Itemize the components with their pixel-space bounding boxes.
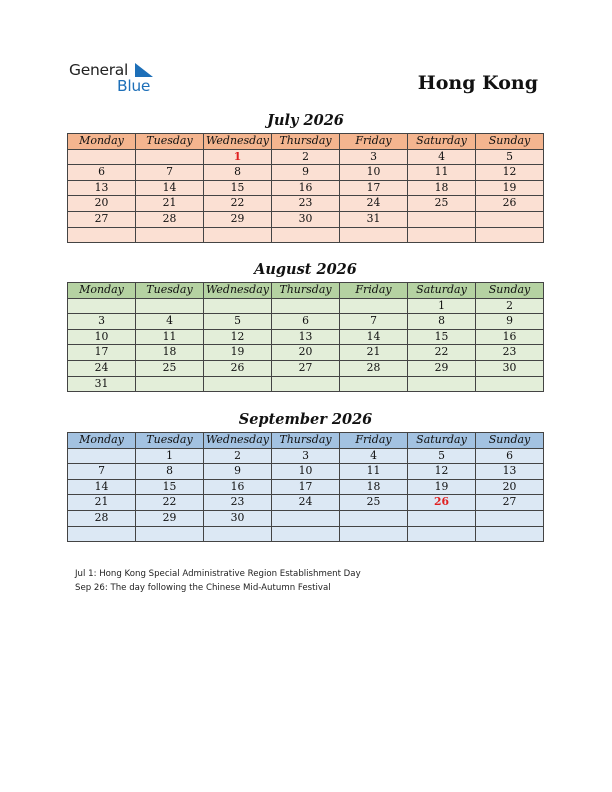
day-cell: 9 [272, 165, 340, 181]
day-cell: 29 [204, 211, 272, 227]
weekday-header: Thursday [272, 283, 340, 299]
month-title: July 2026 [267, 112, 344, 129]
country-title: Hong Kong [417, 72, 538, 94]
week-row [68, 526, 544, 542]
empty-cell [204, 298, 272, 314]
day-cell: 17 [272, 479, 340, 495]
weekday-header: Saturday [408, 283, 476, 299]
week-row [68, 314, 544, 330]
empty-cell [340, 376, 408, 392]
empty-cell [68, 227, 136, 243]
day-cell: 26 [476, 196, 544, 212]
day-cell: 8 [136, 464, 204, 480]
empty-cell [340, 298, 408, 314]
holiday-note: Sep 26: The day following the Chinese Mid-Autumn Festival [75, 583, 331, 593]
day-cell: 27 [476, 495, 544, 511]
day-cell: 15 [204, 180, 272, 196]
empty-cell [204, 227, 272, 243]
day-cell: 25 [340, 495, 408, 511]
day-cell: 3 [340, 149, 408, 165]
empty-cell [136, 298, 204, 314]
day-cell: 4 [340, 448, 408, 464]
weekday-header: Wednesday [204, 283, 272, 299]
logo-text-general: General [69, 61, 128, 79]
week-row [68, 376, 544, 392]
weekday-header-row [68, 283, 544, 299]
month-september [67, 411, 544, 542]
logo-text-blue: Blue [117, 77, 151, 95]
empty-cell [476, 227, 544, 243]
week-row [68, 211, 544, 227]
day-cell: 28 [68, 510, 136, 526]
weekday-header: Wednesday [204, 433, 272, 449]
empty-cell [340, 510, 408, 526]
day-cell: 20 [68, 196, 136, 212]
calendar-table [67, 432, 544, 542]
day-cell: 1 [204, 149, 272, 165]
day-cell: 5 [204, 314, 272, 330]
weekday-header: Thursday [272, 433, 340, 449]
day-cell: 30 [204, 510, 272, 526]
week-row [68, 329, 544, 345]
empty-cell [136, 376, 204, 392]
day-cell: 28 [136, 211, 204, 227]
day-cell: 10 [272, 464, 340, 480]
empty-cell [136, 227, 204, 243]
week-row [68, 464, 544, 480]
week-row [68, 227, 544, 243]
day-cell: 25 [136, 360, 204, 376]
month-title: September 2026 [238, 411, 373, 428]
day-cell: 10 [68, 329, 136, 345]
week-row [68, 360, 544, 376]
day-cell: 14 [68, 479, 136, 495]
empty-cell [68, 149, 136, 165]
day-cell: 13 [272, 329, 340, 345]
day-cell: 14 [340, 329, 408, 345]
day-cell: 24 [68, 360, 136, 376]
weekday-header: Friday [340, 283, 408, 299]
day-cell: 5 [408, 448, 476, 464]
day-cell: 10 [340, 165, 408, 181]
day-cell: 31 [68, 376, 136, 392]
day-cell: 2 [476, 298, 544, 314]
empty-cell [476, 376, 544, 392]
month-july [67, 112, 544, 243]
day-cell: 20 [272, 345, 340, 361]
week-row [68, 165, 544, 181]
day-cell: 7 [68, 464, 136, 480]
day-cell: 2 [272, 149, 340, 165]
day-cell: 1 [408, 298, 476, 314]
weekday-header: Friday [340, 433, 408, 449]
day-cell: 24 [272, 495, 340, 511]
weekday-header: Saturday [408, 433, 476, 449]
holiday-notes [75, 567, 361, 595]
weekday-header: Tuesday [136, 134, 204, 150]
day-cell: 29 [408, 360, 476, 376]
weekday-header: Tuesday [136, 433, 204, 449]
weekday-header: Monday [68, 134, 136, 150]
empty-cell [272, 227, 340, 243]
weekday-header: Tuesday [136, 283, 204, 299]
day-cell: 30 [272, 211, 340, 227]
holiday-note: Jul 1: Hong Kong Special Administrative Region Establishment Day [75, 569, 361, 579]
day-cell: 30 [476, 360, 544, 376]
day-cell: 4 [408, 149, 476, 165]
week-row [68, 479, 544, 495]
weekday-header: Saturday [408, 134, 476, 150]
day-cell: 28 [340, 360, 408, 376]
empty-cell [136, 526, 204, 542]
empty-cell [408, 376, 476, 392]
day-cell: 13 [476, 464, 544, 480]
week-row [68, 298, 544, 314]
weekday-header: Sunday [476, 134, 544, 150]
day-cell: 12 [408, 464, 476, 480]
empty-cell [476, 211, 544, 227]
day-cell: 11 [408, 165, 476, 181]
day-cell: 25 [408, 196, 476, 212]
day-cell: 19 [476, 180, 544, 196]
empty-cell [272, 510, 340, 526]
logo-triangle-icon [135, 63, 153, 77]
empty-cell [272, 376, 340, 392]
empty-cell [204, 376, 272, 392]
month-august [67, 261, 544, 392]
day-cell: 1 [136, 448, 204, 464]
day-cell: 22 [408, 345, 476, 361]
day-cell: 22 [204, 196, 272, 212]
empty-cell [408, 227, 476, 243]
calendar-table [67, 133, 544, 243]
day-cell: 11 [136, 329, 204, 345]
day-cell: 6 [476, 448, 544, 464]
day-cell: 22 [136, 495, 204, 511]
day-cell: 19 [204, 345, 272, 361]
week-row [68, 149, 544, 165]
day-cell: 18 [408, 180, 476, 196]
day-cell: 6 [272, 314, 340, 330]
week-row [68, 345, 544, 361]
empty-cell [476, 526, 544, 542]
week-row [68, 196, 544, 212]
day-cell: 23 [204, 495, 272, 511]
day-cell: 27 [68, 211, 136, 227]
empty-cell [340, 526, 408, 542]
day-cell: 11 [340, 464, 408, 480]
day-cell: 26 [204, 360, 272, 376]
weekday-header-row [68, 433, 544, 449]
weekday-header: Monday [68, 283, 136, 299]
day-cell: 31 [340, 211, 408, 227]
day-cell: 15 [408, 329, 476, 345]
day-cell: 8 [408, 314, 476, 330]
day-cell: 3 [68, 314, 136, 330]
empty-cell [476, 510, 544, 526]
logo [69, 61, 164, 97]
week-row [68, 180, 544, 196]
week-row [68, 510, 544, 526]
day-cell: 21 [340, 345, 408, 361]
weekday-header: Thursday [272, 134, 340, 150]
empty-cell [408, 211, 476, 227]
empty-cell [340, 227, 408, 243]
day-cell: 2 [204, 448, 272, 464]
empty-cell [68, 526, 136, 542]
day-cell: 15 [136, 479, 204, 495]
weekday-header-row [68, 134, 544, 150]
month-title: August 2026 [254, 261, 357, 278]
empty-cell [68, 448, 136, 464]
empty-cell [68, 298, 136, 314]
empty-cell [408, 526, 476, 542]
empty-cell [272, 526, 340, 542]
day-cell: 26 [408, 495, 476, 511]
day-cell: 19 [408, 479, 476, 495]
day-cell: 18 [340, 479, 408, 495]
day-cell: 6 [68, 165, 136, 181]
day-cell: 12 [204, 329, 272, 345]
day-cell: 27 [272, 360, 340, 376]
day-cell: 4 [136, 314, 204, 330]
day-cell: 7 [340, 314, 408, 330]
day-cell: 7 [136, 165, 204, 181]
day-cell: 9 [204, 464, 272, 480]
day-cell: 17 [68, 345, 136, 361]
day-cell: 16 [476, 329, 544, 345]
day-cell: 18 [136, 345, 204, 361]
day-cell: 9 [476, 314, 544, 330]
day-cell: 21 [136, 196, 204, 212]
day-cell: 8 [204, 165, 272, 181]
day-cell: 23 [272, 196, 340, 212]
day-cell: 16 [204, 479, 272, 495]
empty-cell [408, 510, 476, 526]
week-row [68, 495, 544, 511]
day-cell: 24 [340, 196, 408, 212]
day-cell: 23 [476, 345, 544, 361]
empty-cell [272, 298, 340, 314]
day-cell: 20 [476, 479, 544, 495]
day-cell: 5 [476, 149, 544, 165]
calendar-table [67, 282, 544, 392]
day-cell: 21 [68, 495, 136, 511]
day-cell: 17 [340, 180, 408, 196]
weekday-header: Sunday [476, 433, 544, 449]
day-cell: 13 [68, 180, 136, 196]
weekday-header: Friday [340, 134, 408, 150]
day-cell: 3 [272, 448, 340, 464]
empty-cell [136, 149, 204, 165]
day-cell: 14 [136, 180, 204, 196]
day-cell: 12 [476, 165, 544, 181]
weekday-header: Sunday [476, 283, 544, 299]
weekday-header: Monday [68, 433, 136, 449]
week-row [68, 448, 544, 464]
day-cell: 16 [272, 180, 340, 196]
weekday-header: Wednesday [204, 134, 272, 150]
empty-cell [204, 526, 272, 542]
day-cell: 29 [136, 510, 204, 526]
